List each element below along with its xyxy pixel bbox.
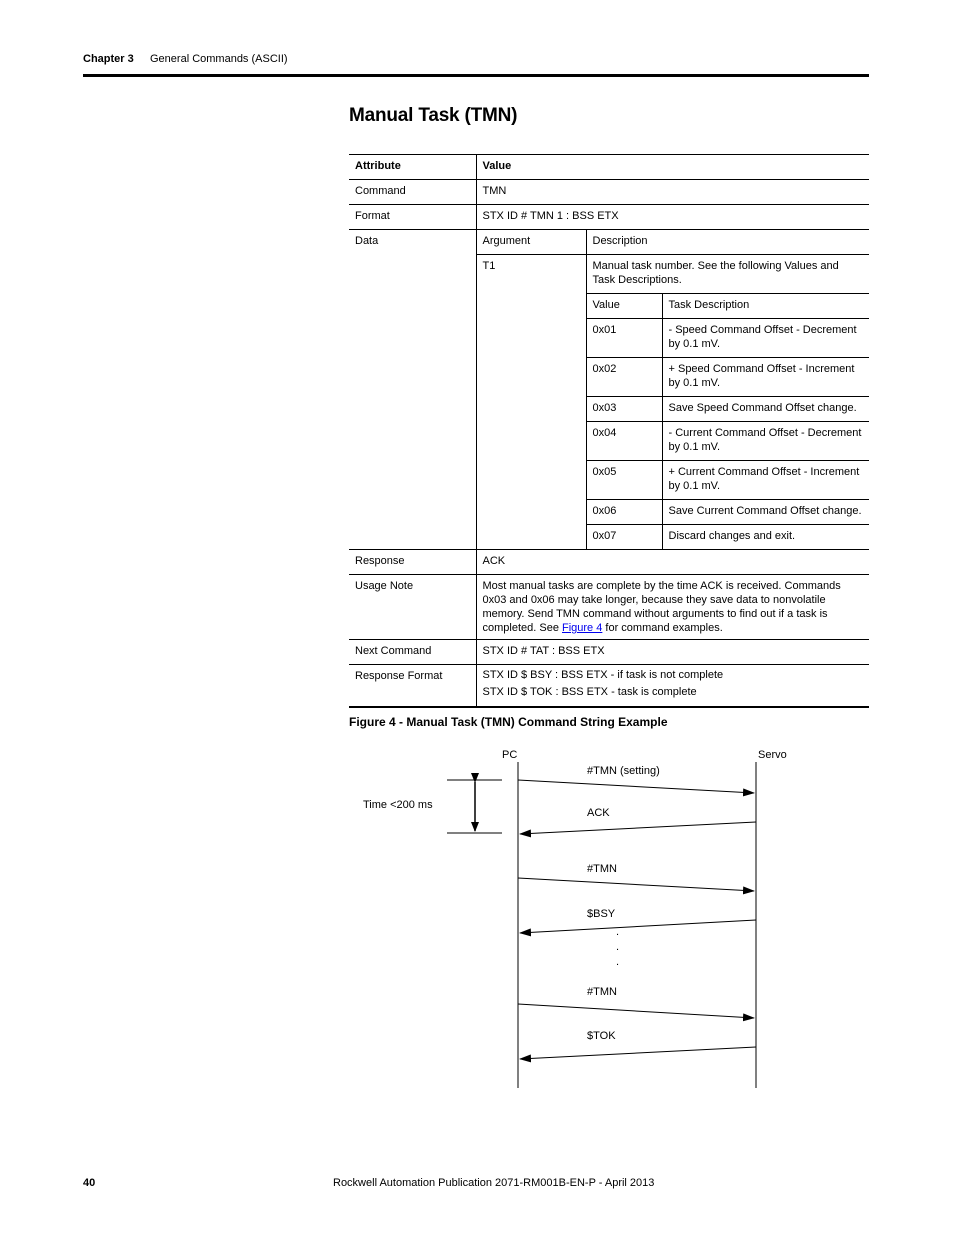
task-description: + Speed Command Offset - Increment by 0.1 mV. bbox=[662, 358, 869, 397]
value-header: Value bbox=[586, 294, 662, 319]
response-format-line: STX ID $ TOK : BSS ETX - task is complete bbox=[482, 686, 697, 698]
task-value: 0x02 bbox=[586, 358, 662, 397]
table-row bbox=[349, 665, 869, 707]
task-description: - Current Command Offset - Decrement by 0.1 mV. bbox=[662, 422, 869, 461]
table-row bbox=[349, 550, 869, 575]
response-format-value bbox=[476, 665, 869, 707]
task-value: 0x06 bbox=[586, 500, 662, 525]
argument-header: Argument bbox=[476, 230, 586, 255]
task-description: + Current Command Offset - Increment by 0.1 mV. bbox=[662, 461, 869, 500]
publication-info: Rockwell Automation Publication 2071-RM001B-EN-P - April 2013 bbox=[333, 1177, 655, 1189]
data-label: Data bbox=[349, 230, 476, 550]
message-label: #TMN bbox=[587, 986, 617, 998]
table-row bbox=[349, 230, 869, 255]
message-arrow-ack bbox=[520, 822, 756, 834]
usage-note-label: Usage Note bbox=[349, 575, 476, 640]
next-command-value: STX ID # TAT : BSS ETX bbox=[476, 640, 869, 665]
usage-text: Most manual tasks are complete by the time ACK is received. Commands 0x03 and 0x06 may take longer, because they save data to nonvolatile memory. Send TMN command without arguments to find out if a task is completed. See bbox=[482, 580, 841, 634]
table-row bbox=[349, 640, 869, 665]
attribute-table bbox=[349, 154, 869, 708]
time-label: Time <200 ms bbox=[363, 799, 433, 811]
continuation-dot: . bbox=[616, 926, 620, 938]
task-value: 0x07 bbox=[586, 525, 662, 550]
task-value: 0x04 bbox=[586, 422, 662, 461]
task-value: 0x01 bbox=[586, 319, 662, 358]
message-label: ACK bbox=[587, 807, 610, 819]
response-format-label: Response Format bbox=[349, 665, 476, 707]
page-number: 40 bbox=[83, 1177, 96, 1189]
sequence-diagram bbox=[340, 740, 800, 1100]
continuation-dot: . bbox=[616, 956, 620, 968]
page-header bbox=[83, 53, 288, 65]
response-value: ACK bbox=[476, 550, 869, 575]
task-description-header: Task Description bbox=[662, 294, 869, 319]
format-value: STX ID # TMN 1 : BSS ETX bbox=[476, 205, 869, 230]
argument-description: Manual task number. See the following Values and Task Descriptions. bbox=[586, 255, 869, 294]
next-command-label: Next Command bbox=[349, 640, 476, 665]
servo-label: Servo bbox=[758, 749, 787, 761]
chapter-label: Chapter 3 bbox=[83, 53, 134, 65]
message-label: #TMN bbox=[587, 863, 617, 875]
response-label: Response bbox=[349, 550, 476, 575]
table-row bbox=[349, 205, 869, 230]
task-description: Save Current Command Offset change. bbox=[662, 500, 869, 525]
task-value: 0x05 bbox=[586, 461, 662, 500]
message-arrow-tok bbox=[520, 1047, 756, 1059]
col-value-header: Value bbox=[476, 155, 869, 180]
message-arrow-tmn bbox=[518, 878, 754, 891]
message-label: $BSY bbox=[587, 908, 616, 920]
pc-label: PC bbox=[502, 749, 518, 761]
usage-text-end: for command examples. bbox=[602, 622, 723, 634]
figure-caption: Figure 4 - Manual Task (TMN) Command String Example bbox=[349, 715, 668, 729]
task-description: Discard changes and exit. bbox=[662, 525, 869, 550]
task-description: Save Speed Command Offset change. bbox=[662, 397, 869, 422]
continuation-dot: . bbox=[616, 941, 620, 953]
table-row bbox=[349, 575, 869, 640]
message-label: #TMN (setting) bbox=[587, 765, 660, 777]
col-attribute-header: Attribute bbox=[349, 155, 476, 180]
command-label: Command bbox=[349, 180, 476, 205]
header-rule bbox=[83, 74, 869, 77]
task-value: 0x03 bbox=[586, 397, 662, 422]
response-format-line: STX ID $ BSY : BSS ETX - if task is not complete bbox=[482, 669, 724, 681]
usage-note-value bbox=[476, 575, 869, 640]
format-label: Format bbox=[349, 205, 476, 230]
page-title: Manual Task (TMN) bbox=[349, 105, 518, 126]
command-value: TMN bbox=[476, 180, 869, 205]
table-row bbox=[349, 180, 869, 205]
section-label: General Commands (ASCII) bbox=[150, 53, 288, 65]
message-arrow-tmn-setting bbox=[518, 780, 754, 793]
argument-t1: T1 bbox=[476, 255, 586, 550]
figure-4-link[interactable]: Figure 4 bbox=[562, 622, 603, 634]
task-description: - Speed Command Offset - Decrement by 0.1 mV. bbox=[662, 319, 869, 358]
message-label: $TOK bbox=[587, 1030, 616, 1042]
message-arrow-tmn bbox=[518, 1004, 754, 1018]
description-header: Description bbox=[586, 230, 869, 255]
message-arrow-bsy bbox=[520, 920, 756, 933]
